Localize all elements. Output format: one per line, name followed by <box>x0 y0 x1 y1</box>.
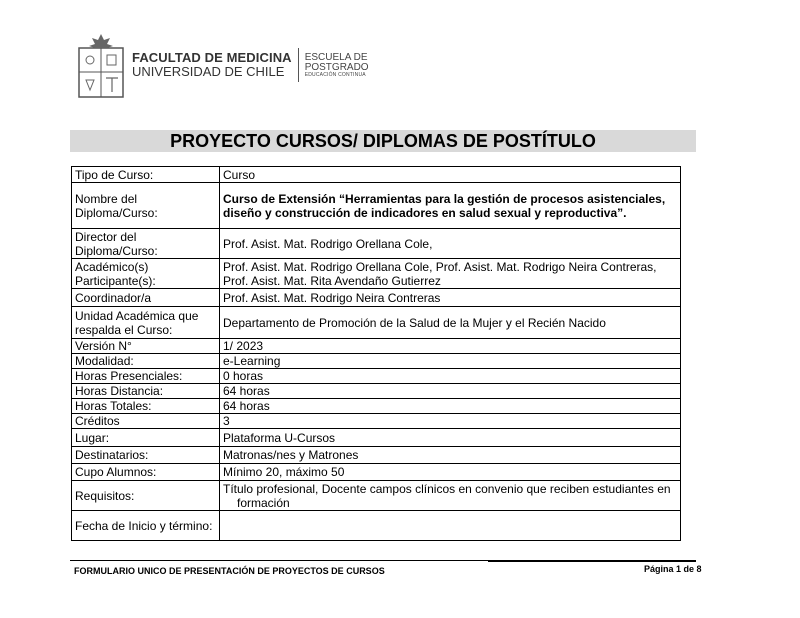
row-label: Créditos <box>72 414 220 429</box>
row-label: Académico(s) Participante(s): <box>72 259 220 289</box>
table-row <box>72 289 681 307</box>
row-value: Departamento de Promoción de la Salud de la Mujer y el Recién Nacido <box>220 307 681 339</box>
table-row <box>72 481 681 511</box>
requirements-value <box>220 481 681 511</box>
table-row <box>72 229 681 259</box>
course-info-table <box>71 166 681 541</box>
row-label: Coordinador/a <box>72 289 220 307</box>
table-row <box>72 259 681 289</box>
row-label: Versión N° <box>72 339 220 354</box>
row-value: Prof. Asist. Mat. Rodrigo Orellana Cole, Prof. Asist. Mat. Rodrigo Neira Contreras, Prof. Asist. Mat. Rita Avendaño Gutierrez <box>220 259 681 289</box>
row-label: Fecha de Inicio y término: <box>72 511 220 541</box>
university-crest-icon <box>78 32 124 98</box>
faculty-name: FACULTAD DE MEDICINA <box>132 50 292 66</box>
row-label: Horas Distancia: <box>72 384 220 399</box>
table-row <box>72 307 681 339</box>
university-name: UNIVERSIDAD DE CHILE <box>132 64 285 79</box>
page-title: PROYECTO CURSOS/ DIPLOMAS DE POSTÍTULO <box>170 130 596 151</box>
row-value: Prof. Asist. Mat. Rodrigo Neira Contreras <box>220 289 681 307</box>
row-label: Requisitos: <box>72 481 220 511</box>
row-label: Director del Diploma/Curso: <box>72 229 220 259</box>
row-label: Cupo Alumnos: <box>72 464 220 481</box>
row-value: 64 horas <box>220 399 681 414</box>
row-value: 1/ 2023 <box>220 339 681 354</box>
table-row <box>72 429 681 447</box>
row-label: Modalidad: <box>72 354 220 369</box>
row-label: Destinatarios: <box>72 447 220 464</box>
row-value: Mínimo 20, máximo 50 <box>220 464 681 481</box>
logo-divider <box>298 48 299 82</box>
table-row <box>72 464 681 481</box>
table-row <box>72 414 681 429</box>
requirements-line-2: formación <box>237 495 290 510</box>
footer-rule-left <box>70 560 488 561</box>
row-value: 3 <box>220 414 681 429</box>
row-value: 0 horas <box>220 369 681 384</box>
footer-page-number: Página 1 de 8 <box>644 564 702 574</box>
row-value: 64 horas <box>220 384 681 399</box>
row-value: Prof. Asist. Mat. Rodrigo Orellana Cole, <box>220 229 681 259</box>
table-row <box>72 447 681 464</box>
school-line-3: EDUCACIÓN CONTINUA <box>304 71 366 78</box>
table-row <box>72 167 681 183</box>
table-row <box>72 384 681 399</box>
row-value: e-Learning <box>220 354 681 369</box>
table-row <box>72 369 681 384</box>
school-line-1: ESCUELA DE <box>304 51 368 63</box>
row-label: Tipo de Curso: <box>72 167 220 183</box>
row-label: Lugar: <box>72 429 220 447</box>
table-row <box>72 511 681 541</box>
table-row <box>72 183 681 229</box>
requirements-line-1: Título profesional, Docente campos clínicos en convenio que reciben estudiantes en <box>223 481 671 496</box>
title-bar <box>70 130 696 152</box>
table-row <box>72 339 681 354</box>
school-line-2: POSTGRADO <box>304 61 369 73</box>
row-label: Nombre del Diploma/Curso: <box>72 183 220 229</box>
row-value: Matronas/nes y Matrones <box>220 447 681 464</box>
university-logo <box>78 32 369 98</box>
row-value: Plataforma U-Cursos <box>220 429 681 447</box>
row-value: Curso <box>220 167 681 183</box>
row-label: Horas Totales: <box>72 399 220 414</box>
row-label: Horas Presenciales: <box>72 369 220 384</box>
table-row <box>72 399 681 414</box>
table-row <box>72 354 681 369</box>
footer-rule-right <box>488 560 696 562</box>
row-value <box>220 511 681 541</box>
footer-form-name: FORMULARIO UNICO DE PRESENTACIÓN DE PROYECTOS DE CURSOS <box>74 566 385 576</box>
row-label: Unidad Académica que respalda el Curso: <box>72 307 220 339</box>
course-name-value: Curso de Extensión “Herramientas para la gestión de procesos asistenciales, diseño y construcción de indicadores en salud sexual y reproductiva”. <box>220 183 681 229</box>
